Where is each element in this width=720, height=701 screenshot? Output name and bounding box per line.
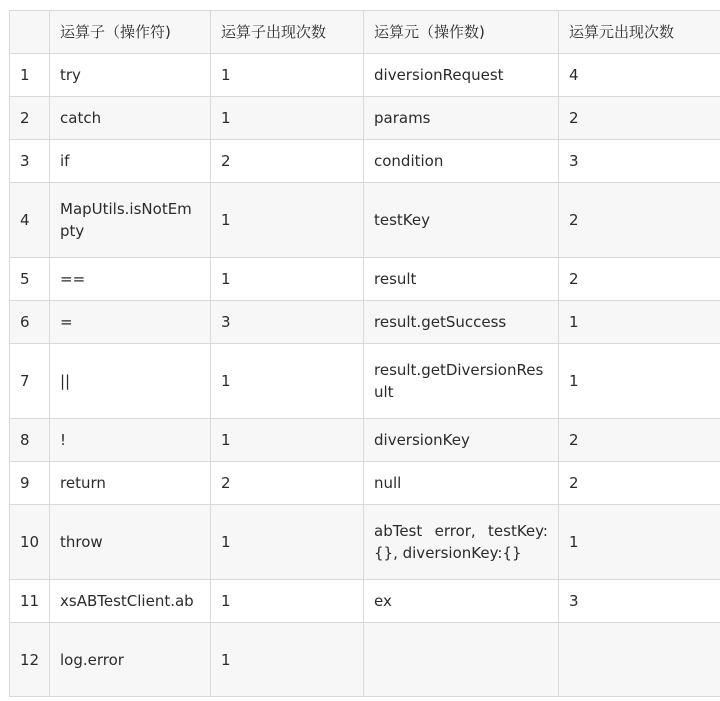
operand-cell: result [364,258,559,301]
header-operator: 运算子（操作符) [50,11,211,54]
table-row [10,54,720,97]
operator-count-cell: 1 [211,623,364,697]
table-row [10,97,720,140]
operator-count-cell: 1 [211,344,364,419]
table-row [10,419,720,462]
operand-cell [364,623,559,697]
row-index: 4 [10,183,50,258]
operator-cell: xsABTestClient.ab [50,580,211,623]
operand-count-cell [559,623,720,697]
operand-count-cell: 2 [559,258,720,301]
operand-cell: params [364,97,559,140]
operator-cell: ! [50,419,211,462]
operator-count-cell: 2 [211,462,364,505]
operator-operand-table [9,10,720,697]
row-index: 3 [10,140,50,183]
operator-cell: == [50,258,211,301]
operator-cell: MapUtils.isNotEmpty [50,183,211,258]
operand-cell: diversionRequest [364,54,559,97]
operand-count-cell: 2 [559,97,720,140]
operator-cell: return [50,462,211,505]
operator-cell: try [50,54,211,97]
table-row [10,580,720,623]
operand-cell: ex [364,580,559,623]
row-index: 7 [10,344,50,419]
row-index: 12 [10,623,50,697]
operand-cell: result.getSuccess [364,301,559,344]
operand-count-cell: 1 [559,505,720,580]
header-operand-count: 运算元出现次数 [559,11,720,54]
operator-count-cell: 1 [211,54,364,97]
row-index: 5 [10,258,50,301]
operator-count-cell: 1 [211,580,364,623]
operand-count-cell: 4 [559,54,720,97]
operator-count-cell: 3 [211,301,364,344]
operand-count-cell: 3 [559,140,720,183]
operand-cell: testKey [364,183,559,258]
row-index: 6 [10,301,50,344]
operator-cell: throw [50,505,211,580]
operand-count-cell: 2 [559,462,720,505]
operator-count-cell: 1 [211,419,364,462]
row-index: 9 [10,462,50,505]
operand-count-cell: 2 [559,419,720,462]
header-index [10,11,50,54]
operator-count-cell: 1 [211,258,364,301]
operand-cell: condition [364,140,559,183]
operator-cell: if [50,140,211,183]
operator-cell: log.error [50,623,211,697]
operator-cell: catch [50,97,211,140]
operand-cell: abTest error, testKey:{}, diversionKey:{} [364,505,559,580]
operand-count-cell: 1 [559,301,720,344]
row-index: 10 [10,505,50,580]
operator-cell: = [50,301,211,344]
operator-count-cell: 1 [211,97,364,140]
row-index: 11 [10,580,50,623]
operator-count-cell: 1 [211,183,364,258]
operand-cell: null [364,462,559,505]
row-index: 2 [10,97,50,140]
table-row [10,183,720,258]
operator-count-cell: 1 [211,505,364,580]
operator-cell: || [50,344,211,419]
table-row [10,140,720,183]
table-row [10,344,720,419]
table-row [10,301,720,344]
header-operand: 运算元（操作数) [364,11,559,54]
operand-cell: result.getDiversionResult [364,344,559,419]
operand-cell: diversionKey [364,419,559,462]
table-row [10,258,720,301]
operand-count-cell: 1 [559,344,720,419]
operator-count-cell: 2 [211,140,364,183]
row-index: 8 [10,419,50,462]
row-index: 1 [10,54,50,97]
table-row [10,623,720,697]
operand-count-cell: 2 [559,183,720,258]
header-operator-count: 运算子出现次数 [211,11,364,54]
table-row [10,505,720,580]
table-row [10,462,720,505]
operand-count-cell: 3 [559,580,720,623]
table-header-row [10,11,720,54]
